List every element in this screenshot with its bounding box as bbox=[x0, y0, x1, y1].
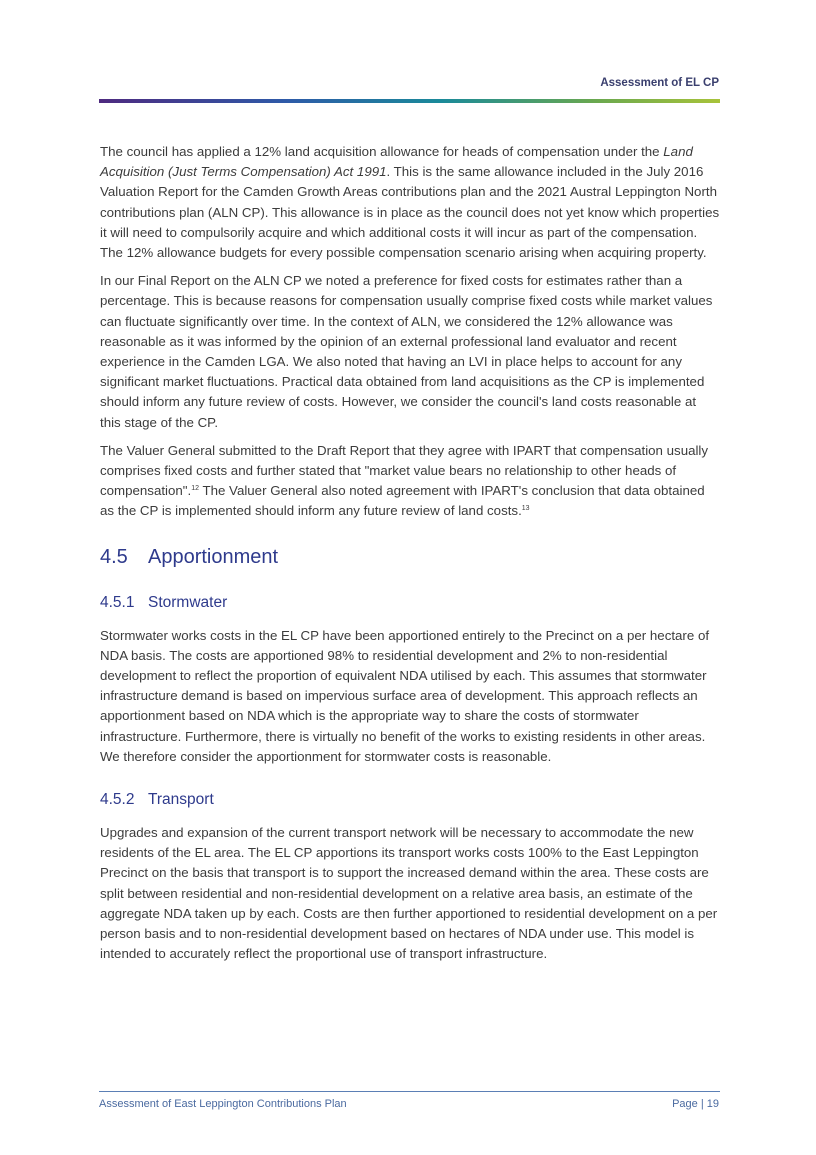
act-title: Land Acquisition (Just Terms Compensation) Act 1991 bbox=[100, 144, 693, 180]
section-number: 4.5 bbox=[100, 545, 128, 568]
footer-rule bbox=[99, 1091, 720, 1092]
paragraph-stormwater: Stormwater works costs in the EL CP have been apportioned entirely to the Precinct on a per hectare of NDA basis. The costs are apportioned 98% to residential development and 2% to non-residential development to reflect the proportion of equivalent NDA utilised by each. This assumes that stormwater infrastructure demand is based on impervious surface area of development. This approach reflects an apportionment based on NDA which is the appropriate way to share the costs of stormwater infrastructure. Furthermore, there is virtually no benefit of the works to existing residents in other areas. We therefore consider the apportionment for stormwater costs is reasonable. bbox=[100, 627, 710, 764]
footnote-ref-13[interactable]: 13 bbox=[521, 505, 530, 513]
subsection-number: 4.5.1 bbox=[100, 593, 135, 611]
subsection-number: 4.5.2 bbox=[100, 791, 135, 809]
running-header: Assessment of EL CP bbox=[600, 77, 719, 89]
footnote-ref-12[interactable]: 12 bbox=[191, 485, 199, 493]
subsection-heading-stormwater bbox=[100, 594, 720, 612]
section-title: Apportionment bbox=[148, 545, 279, 568]
paragraph-text: . This is the same allowance included in the July 2016 Valuation Report for the Camden Growth Areas contributions plan and the 2021 Austral Leppington North contributions plan (ALN CP). This allowance is in place as the council does not yet know which properties it will need to compulsorily acquire and which additional costs it will incur as part of the compensation. The 12% allowance budgets for every possible compensation scenario arising when acquiring property. bbox=[100, 164, 720, 261]
subsection-heading-transport bbox=[100, 791, 720, 809]
paragraph-fixed-costs: In our Final Report on the ALN CP we noted a preference for fixed costs for estimates rather than a percentage. This is because reasons for compensation usually comprise fixed costs while market values can fluctuate significantly over time. In the context of ALN, we considered the 12% allowance was reasonable as it was informed by the opinion of an external professional land evaluator and recent experience in the Camden LGA. We also noted that having an LVI in place helps to account for any significant market fluctuations. Practical data obtained from land acquisitions as the CP is implemented should inform any future review of costs. However, we consider the council's land costs reasonable at this stage of the CP. bbox=[100, 273, 713, 430]
footer-document-title: Assessment of East Leppington Contributions Plan bbox=[99, 1098, 347, 1110]
subsection-title: Stormwater bbox=[148, 593, 228, 611]
paragraph-transport: Upgrades and expansion of the current transport network will be necessary to accommodate the new residents of the EL area. The EL CP apportions its transport works costs 100% to the East Leppington Precinct on the basis that transport is to support the increased demand within the area. These costs are split between residential and non-residential development on a relative area basis, an estimate of the aggregate NDA taken up by each. Costs are then further apportioned to residential development on a per person basis and to non-residential development based on hectares of NDA under use. This model is intended to accurately reflect the proportional use of transport infrastructure. bbox=[100, 825, 718, 962]
paragraph-land-acquisition-allowance bbox=[100, 142, 720, 263]
header-gradient-rule bbox=[99, 99, 720, 103]
section-heading-apportionment bbox=[100, 546, 720, 580]
subsection-title: Transport bbox=[148, 791, 214, 809]
paragraph-text: The Valuer General submitted to the Draft Report that they agree with IPART that compensation usually comprises fixed costs and further stated that "market value bears no relationship to other heads of compensation". bbox=[100, 442, 709, 499]
paragraph-valuer-general bbox=[100, 441, 720, 522]
paragraph-text: The council has applied a 12% land acquisition allowance for heads of compensation under the bbox=[100, 144, 664, 159]
page-number: Page | 19 bbox=[672, 1098, 719, 1110]
paragraph-text: The Valuer General also noted agreement with IPART's conclusion that data obtained as the CP is implemented should inform any future review of land costs. bbox=[100, 483, 705, 519]
page-content bbox=[100, 142, 720, 973]
